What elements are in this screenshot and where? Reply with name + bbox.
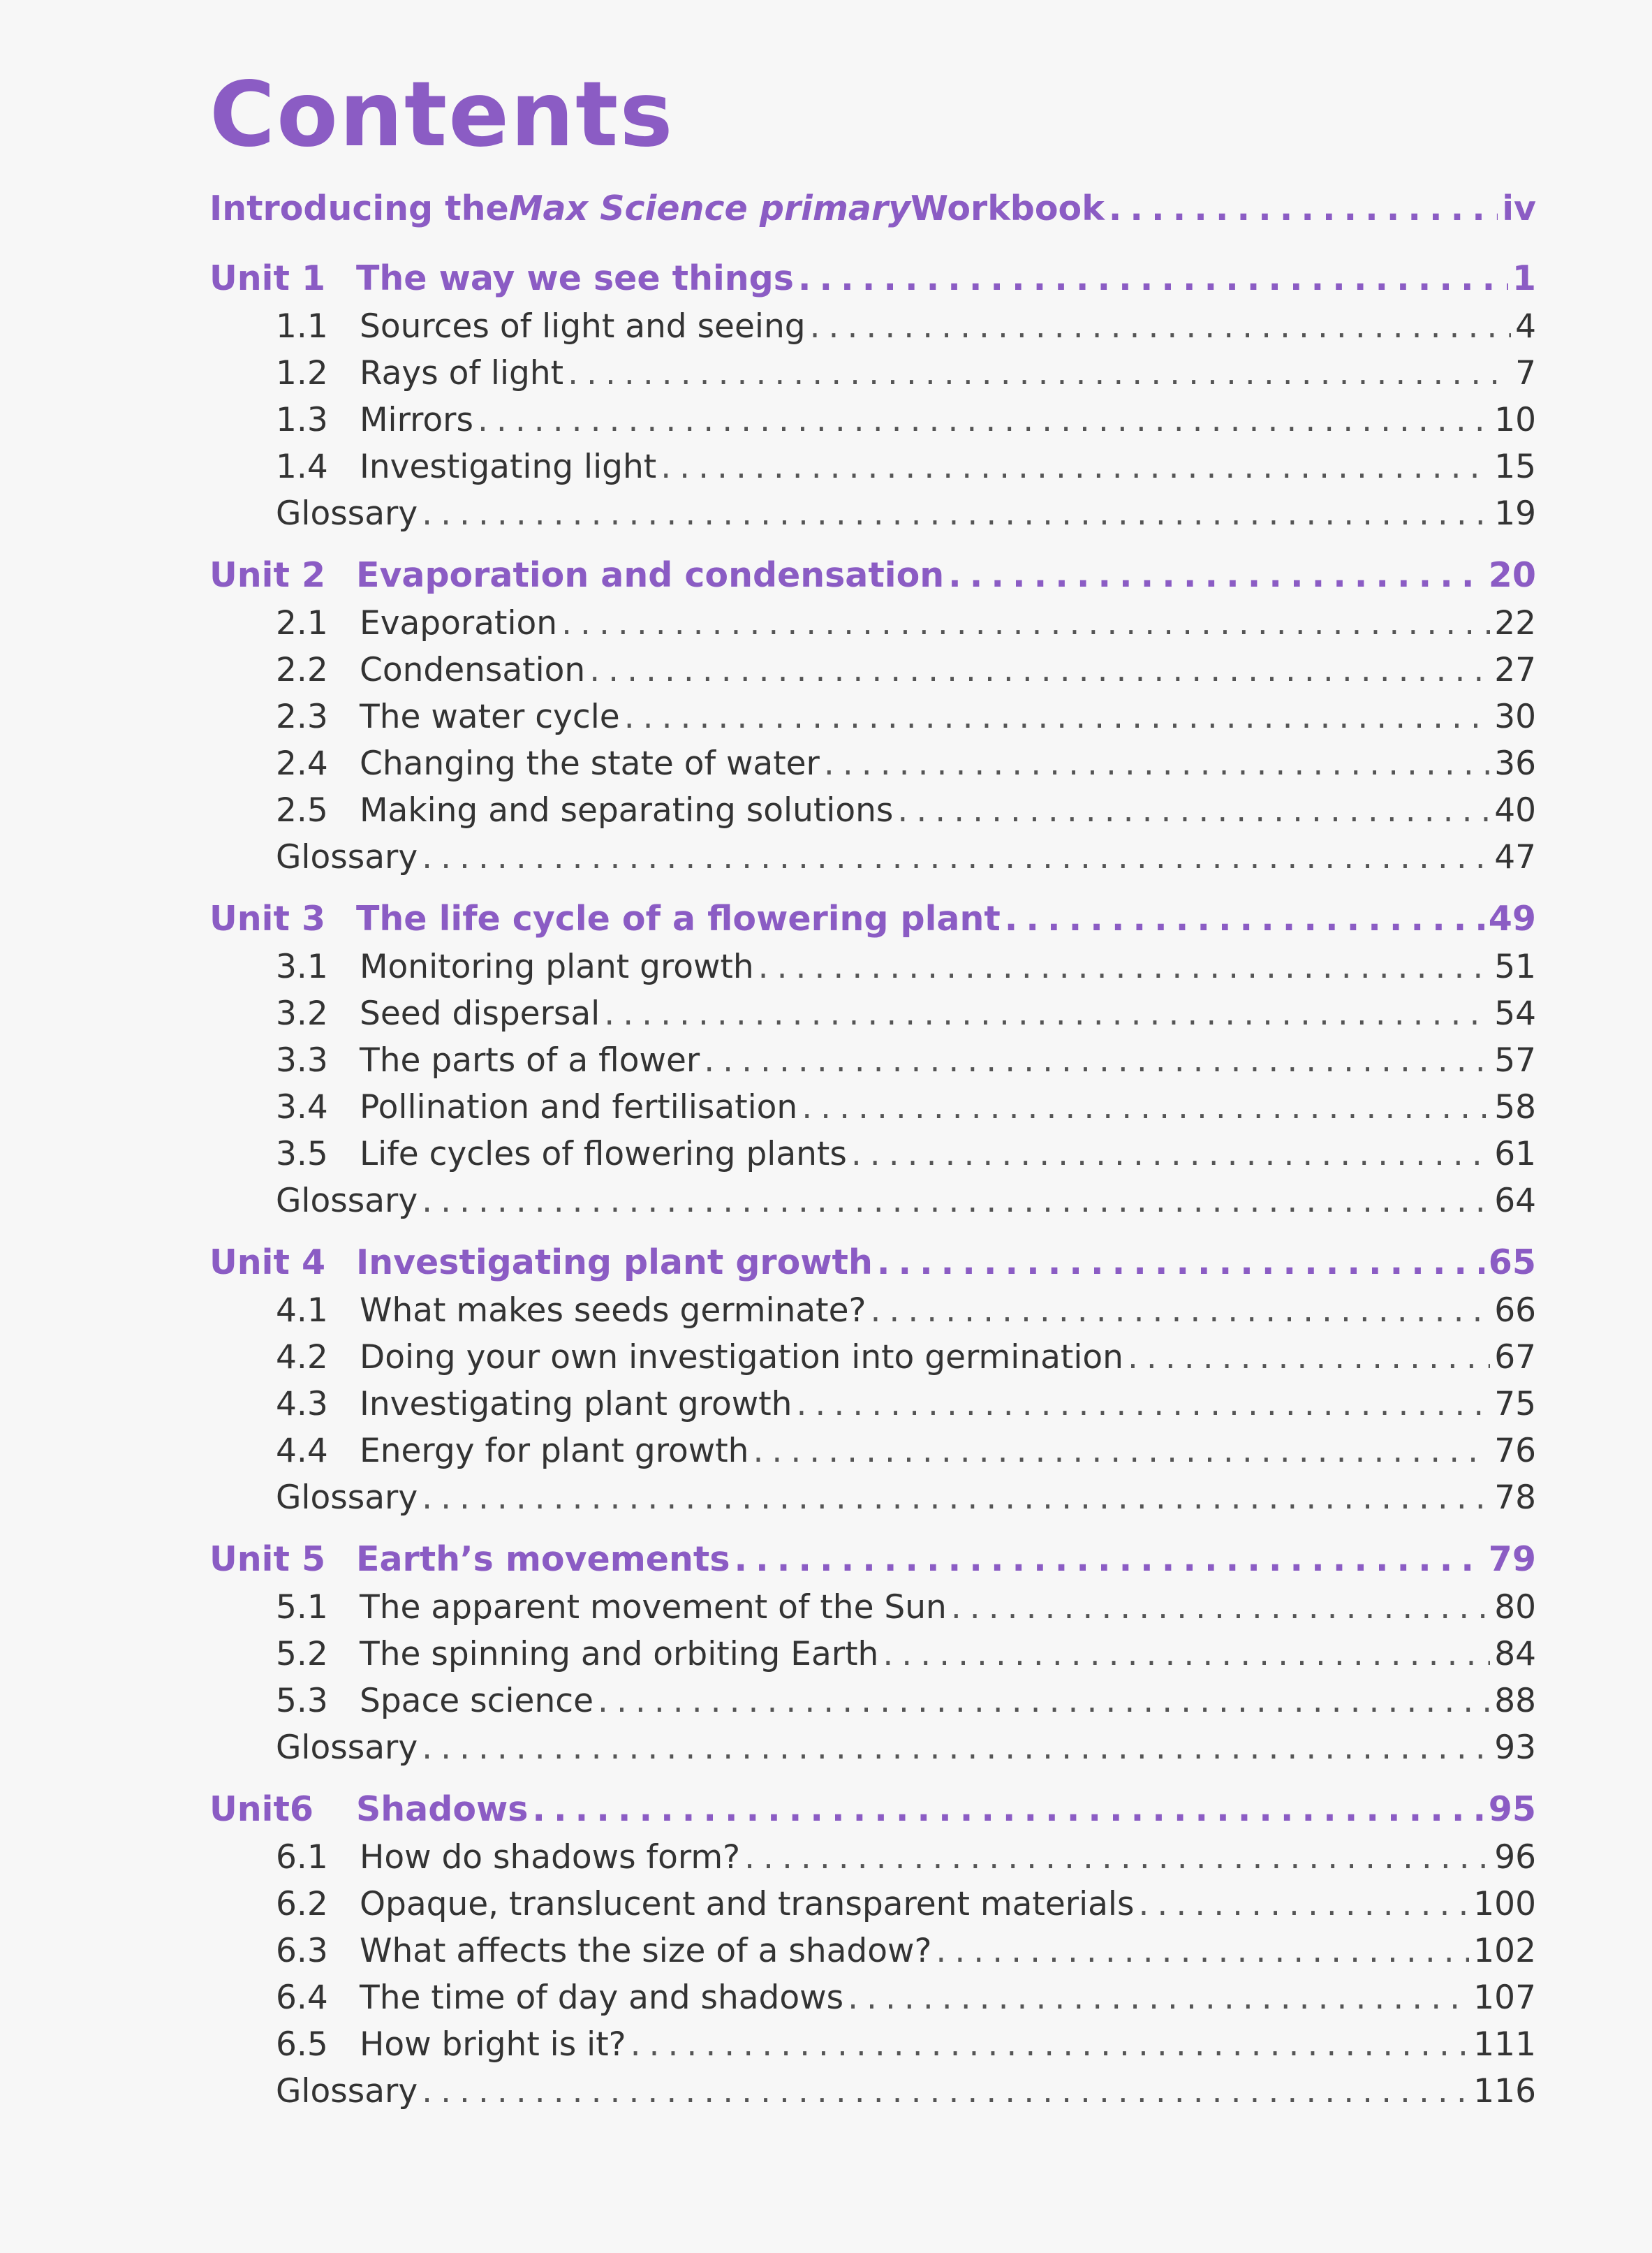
- section-page-number: 76: [1494, 1432, 1536, 1470]
- section-number: 6.2: [276, 1885, 328, 1923]
- section-title: Pollination and fertilisation: [360, 1088, 798, 1126]
- dot-leader: [561, 604, 1490, 643]
- dot-leader: [1138, 1885, 1469, 1923]
- glossary-entry[interactable]: [209, 1729, 1536, 1775]
- dot-leader: [758, 948, 1491, 986]
- section-number: 5.1: [276, 1588, 328, 1627]
- table-of-contents: [209, 189, 1536, 2133]
- dot-leader: [1109, 189, 1498, 228]
- unit-heading[interactable]: [209, 555, 1536, 604]
- section-title: Rays of light: [360, 354, 564, 392]
- toc-intro-entry[interactable]: [209, 189, 1536, 237]
- section-number: 4.2: [276, 1338, 328, 1377]
- dot-leader: [897, 791, 1490, 830]
- dot-leader: [848, 1979, 1469, 2017]
- unit-page-number: 95: [1488, 1789, 1536, 1829]
- section-title: What affects the size of a shadow?: [360, 1932, 932, 1970]
- section-page-number: 111: [1473, 2025, 1536, 2064]
- unit-label: Unit 1: [209, 258, 326, 298]
- dot-leader: [744, 1838, 1490, 1877]
- dot-leader: [604, 995, 1490, 1033]
- dot-leader: [630, 2025, 1470, 2064]
- section-entry[interactable]: [209, 651, 1536, 698]
- glossary-entry[interactable]: [209, 838, 1536, 885]
- section-entry[interactable]: [209, 2025, 1536, 2072]
- glossary-entry[interactable]: [209, 2072, 1536, 2119]
- section-entry[interactable]: [209, 448, 1536, 494]
- section-number: 4.4: [276, 1432, 328, 1470]
- section-title: Changing the state of water: [360, 744, 820, 783]
- glossary-page-number: 78: [1494, 1478, 1536, 1517]
- glossary-page-number: 116: [1473, 2072, 1536, 2111]
- section-entry[interactable]: [209, 604, 1536, 651]
- dot-leader: [422, 2072, 1469, 2111]
- section-number: 2.3: [276, 698, 328, 736]
- section-title: Energy for plant growth: [360, 1432, 749, 1470]
- unit-title: The life cycle of a flowering plant: [356, 899, 1001, 939]
- section-number: 1.1: [276, 307, 328, 346]
- section-number: 3.5: [276, 1135, 328, 1173]
- section-number: 4.3: [276, 1385, 328, 1423]
- intro-italic-title: Max Science primary: [508, 189, 911, 228]
- dot-leader: [661, 448, 1490, 486]
- section-page-number: 57: [1494, 1041, 1536, 1080]
- unit-label: Unit 2: [209, 555, 326, 595]
- unit-heading[interactable]: [209, 1539, 1536, 1588]
- section-entry[interactable]: [209, 354, 1536, 401]
- section-title: What makes seeds germinate?: [360, 1291, 866, 1330]
- dot-leader: [478, 401, 1490, 439]
- glossary-page-number: 19: [1494, 494, 1536, 533]
- dot-leader: [589, 651, 1490, 689]
- unit-heading[interactable]: [209, 1242, 1536, 1291]
- section-number: 5.3: [276, 1682, 328, 1720]
- section-number: 3.4: [276, 1088, 328, 1126]
- section-page-number: 40: [1494, 791, 1536, 830]
- section-page-number: 54: [1494, 995, 1536, 1033]
- glossary-title: Glossary: [276, 2072, 418, 2111]
- section-entry[interactable]: [209, 1088, 1536, 1135]
- section-page-number: 100: [1473, 1885, 1536, 1923]
- dot-leader: [422, 1729, 1490, 1767]
- dot-leader: [704, 1041, 1490, 1080]
- section-number: 3.3: [276, 1041, 328, 1080]
- glossary-page-number: 93: [1494, 1729, 1536, 1767]
- section-title: Space science: [360, 1682, 594, 1720]
- section-page-number: 36: [1494, 744, 1536, 783]
- unit-title: The way we see things: [356, 258, 794, 298]
- dot-leader: [422, 1478, 1490, 1517]
- intro-suffix: Workbook: [910, 189, 1105, 228]
- glossary-entry[interactable]: [209, 1182, 1536, 1228]
- glossary-title: Glossary: [276, 1182, 418, 1220]
- unit-title: Investigating plant growth: [356, 1242, 873, 1282]
- section-title: Monitoring plant growth: [360, 948, 754, 986]
- section-title: Mirrors: [360, 401, 473, 439]
- unit-page-number: 1: [1512, 258, 1536, 298]
- section-title: The parts of a flower: [360, 1041, 700, 1080]
- section-page-number: 96: [1494, 1838, 1536, 1877]
- section-page-number: 7: [1515, 354, 1536, 392]
- section-title: Condensation: [360, 651, 586, 689]
- section-entry[interactable]: [209, 1979, 1536, 2025]
- intro-page-number: iv: [1502, 189, 1536, 228]
- dot-leader: [802, 1088, 1490, 1126]
- glossary-title: Glossary: [276, 494, 418, 533]
- section-page-number: 15: [1494, 448, 1536, 486]
- dot-leader: [796, 1385, 1490, 1423]
- unit-title: Evaporation and condensation: [356, 555, 945, 595]
- dot-leader: [877, 1242, 1484, 1282]
- section-entry[interactable]: [209, 1885, 1536, 1932]
- section-title: How bright is it?: [360, 2025, 626, 2064]
- section-entry[interactable]: [209, 1588, 1536, 1635]
- unit-list: [209, 258, 1536, 2133]
- glossary-entry[interactable]: [209, 494, 1536, 541]
- glossary-page-number: 64: [1494, 1182, 1536, 1220]
- section-page-number: 102: [1473, 1932, 1536, 1970]
- section-title: The water cycle: [360, 698, 620, 736]
- section-title: The time of day and shadows: [360, 1979, 844, 2017]
- unit-title: Shadows: [356, 1789, 529, 1829]
- glossary-page-number: 47: [1494, 838, 1536, 876]
- dot-leader: [936, 1932, 1469, 1970]
- dot-leader: [883, 1635, 1490, 1673]
- dot-leader: [870, 1291, 1490, 1330]
- dot-leader: [422, 838, 1490, 876]
- section-title: Sources of light and seeing: [360, 307, 806, 346]
- unit-page-number: 65: [1488, 1242, 1536, 1282]
- section-page-number: 51: [1494, 948, 1536, 986]
- section-page-number: 80: [1494, 1588, 1536, 1627]
- glossary-title: Glossary: [276, 838, 418, 876]
- unit-title: Earth’s movements: [356, 1539, 730, 1579]
- section-number: 6.5: [276, 2025, 328, 2064]
- section-entry[interactable]: [209, 1635, 1536, 1682]
- dot-leader: [824, 744, 1490, 783]
- unit-page-number: 79: [1488, 1539, 1536, 1579]
- section-title: Seed dispersal: [360, 995, 600, 1033]
- section-number: 6.3: [276, 1932, 328, 1970]
- section-entry[interactable]: [209, 1385, 1536, 1432]
- section-entry[interactable]: [209, 1338, 1536, 1385]
- dot-leader: [532, 1789, 1484, 1829]
- section-entry[interactable]: [209, 307, 1536, 354]
- section-number: 2.5: [276, 791, 328, 830]
- section-page-number: 30: [1494, 698, 1536, 736]
- unit-heading[interactable]: [209, 1789, 1536, 1838]
- section-number: 2.2: [276, 651, 328, 689]
- dot-leader: [851, 1135, 1490, 1173]
- section-number: 1.3: [276, 401, 328, 439]
- section-page-number: 107: [1473, 1979, 1536, 2017]
- section-title: How do shadows form?: [360, 1838, 741, 1877]
- dot-leader: [798, 258, 1508, 298]
- dot-leader: [624, 698, 1491, 736]
- section-entry[interactable]: [209, 1682, 1536, 1729]
- section-number: 5.2: [276, 1635, 328, 1673]
- section-entry[interactable]: [209, 744, 1536, 791]
- section-number: 2.4: [276, 744, 328, 783]
- section-title: Investigating light: [360, 448, 657, 486]
- section-entry[interactable]: [209, 1838, 1536, 1885]
- section-entry[interactable]: [209, 1291, 1536, 1338]
- section-entry[interactable]: [209, 698, 1536, 744]
- page-title: Contents: [209, 63, 674, 167]
- dot-leader: [951, 1588, 1490, 1627]
- unit-heading[interactable]: [209, 258, 1536, 307]
- section-entry[interactable]: [209, 1041, 1536, 1088]
- section-page-number: 58: [1494, 1088, 1536, 1126]
- dot-leader: [753, 1432, 1490, 1470]
- section-page-number: 88: [1494, 1682, 1536, 1720]
- dot-leader: [422, 1182, 1490, 1220]
- section-title: Making and separating solutions: [360, 791, 894, 830]
- dot-leader: [422, 494, 1490, 533]
- unit-heading[interactable]: [209, 899, 1536, 948]
- section-number: 6.1: [276, 1838, 328, 1877]
- section-entry[interactable]: [209, 948, 1536, 995]
- dot-leader: [1005, 899, 1484, 939]
- glossary-entry[interactable]: [209, 1478, 1536, 1525]
- section-entry[interactable]: [209, 1932, 1536, 1979]
- section-page-number: 66: [1494, 1291, 1536, 1330]
- section-page-number: 27: [1494, 651, 1536, 689]
- dot-leader: [598, 1682, 1490, 1720]
- section-title: Life cycles of flowering plants: [360, 1135, 847, 1173]
- section-title: Investigating plant growth: [360, 1385, 792, 1423]
- glossary-title: Glossary: [276, 1478, 418, 1517]
- section-title: The spinning and orbiting Earth: [360, 1635, 879, 1673]
- section-page-number: 67: [1494, 1338, 1536, 1377]
- unit-label: Unit 5: [209, 1539, 326, 1579]
- dot-leader: [568, 354, 1511, 392]
- section-entry[interactable]: [209, 401, 1536, 448]
- section-page-number: 75: [1494, 1385, 1536, 1423]
- section-number: 1.2: [276, 354, 328, 392]
- section-entry[interactable]: [209, 995, 1536, 1041]
- dot-leader: [948, 555, 1484, 595]
- section-title: Evaporation: [360, 604, 558, 643]
- unit-page-number: 49: [1488, 899, 1536, 939]
- unit-label: Unit 3: [209, 899, 326, 939]
- section-title: Opaque, translucent and transparent materials: [360, 1885, 1135, 1923]
- dot-leader: [810, 307, 1512, 346]
- dot-leader: [1128, 1338, 1490, 1377]
- section-page-number: 10: [1494, 401, 1536, 439]
- intro-prefix: Introducing the: [209, 189, 509, 228]
- section-page-number: 4: [1515, 307, 1536, 346]
- section-number: 6.4: [276, 1979, 328, 2017]
- dot-leader: [735, 1539, 1484, 1579]
- section-number: 1.4: [276, 448, 328, 486]
- section-page-number: 22: [1494, 604, 1536, 643]
- section-number: 3.1: [276, 948, 328, 986]
- section-number: 4.1: [276, 1291, 328, 1330]
- section-entry[interactable]: [209, 1135, 1536, 1182]
- section-page-number: 84: [1494, 1635, 1536, 1673]
- section-title: Doing your own investigation into germination: [360, 1338, 1123, 1377]
- section-entry[interactable]: [209, 791, 1536, 838]
- section-number: 2.1: [276, 604, 328, 643]
- unit-page-number: 20: [1488, 555, 1536, 595]
- unit-label: Unit6: [209, 1789, 314, 1829]
- section-number: 3.2: [276, 995, 328, 1033]
- glossary-title: Glossary: [276, 1729, 418, 1767]
- unit-label: Unit 4: [209, 1242, 326, 1282]
- section-entry[interactable]: [209, 1432, 1536, 1478]
- section-page-number: 61: [1494, 1135, 1536, 1173]
- section-title: The apparent movement of the Sun: [360, 1588, 947, 1627]
